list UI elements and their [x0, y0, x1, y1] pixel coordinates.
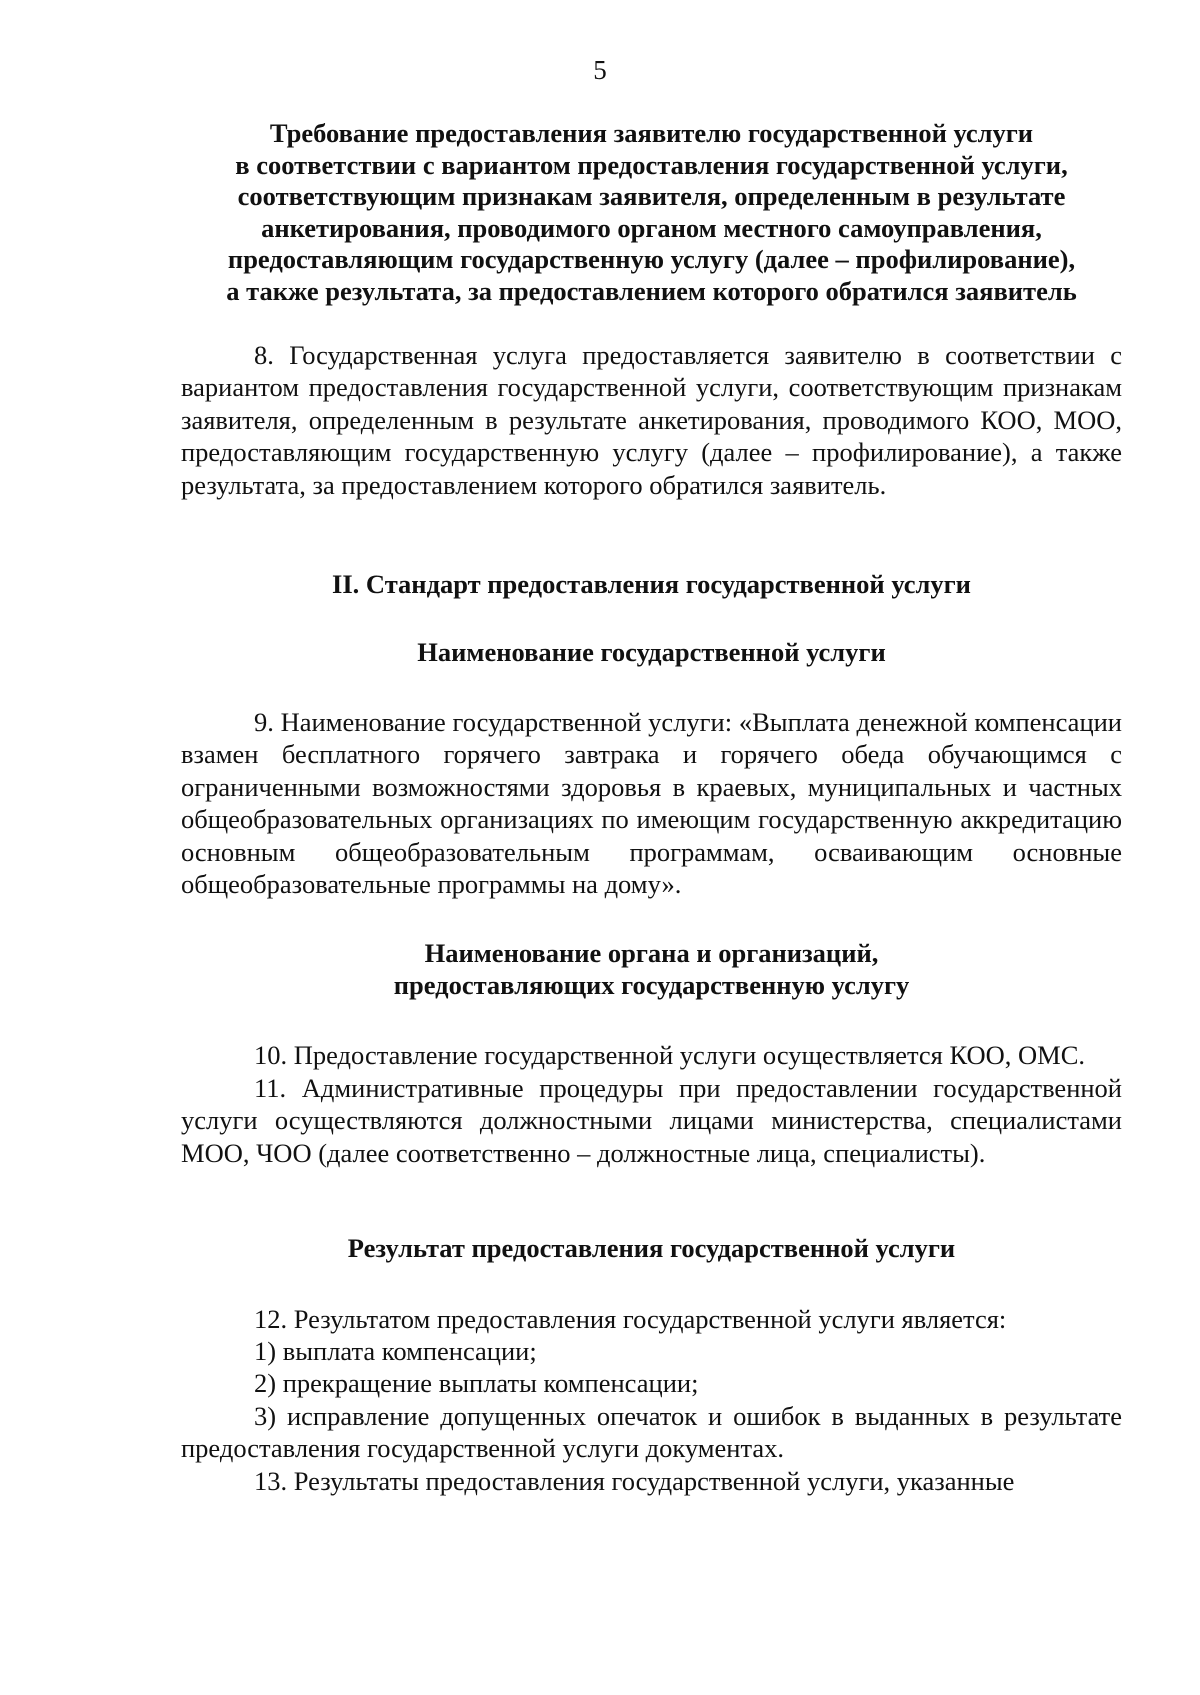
- paragraph-12: 12. Результатом предоставления государственной услуги является:: [254, 1303, 1007, 1334]
- profiling-section-heading: [181, 118, 1122, 307]
- heading-line: в соответствии с вариантом предоставления государственной услуги,: [235, 149, 1068, 180]
- paragraph-10: 10. Предоставление государственной услуги осуществляется КОО, ОМС.: [254, 1040, 1086, 1071]
- service-name-heading: [181, 637, 1122, 669]
- result-heading-text: Результат предоставления государственной услуги: [347, 1233, 956, 1264]
- chapter-heading-text: II. Стандарт предоставления государственной услуги: [332, 569, 971, 600]
- heading-line: Наименование органа и организаций,: [424, 938, 879, 969]
- heading-line: соответствующим признакам заявителя, определенным в результате: [237, 181, 1066, 211]
- chapter-heading: [181, 569, 1122, 601]
- page-number: 5: [593, 55, 607, 85]
- heading-line: а также результата, за предоставлением которого обратился заявитель: [226, 275, 1077, 306]
- heading-line: Требование предоставления заявителю государственной услуги: [269, 118, 1034, 148]
- document-body: [181, 118, 1122, 1497]
- heading-line: анкетирования, проводимого органом местного самоуправления,: [261, 212, 1042, 243]
- result-item-3: 3) исправление допущенных опечаток и ошибок в выданных в результате предоставления государственной услуги документах.: [181, 1400, 1122, 1464]
- paragraph-8: 8. Государственная услуга предоставляется заявителю в соответствии с вариантом предоставления государственной услуги, соответствующим признакам заявителя, определенным в результате анкетирования, проводимого КОО, МОО, предоставляющим государственную услугу (далее – профилирование), а также результата, за предоставлением которого обратился заявитель.: [181, 340, 1122, 500]
- paragraph-13: 13. Результаты предоставления государственной услуги, указанные: [254, 1465, 1015, 1496]
- result-heading: [181, 1233, 1122, 1265]
- result-item-1: 1) выплата компенсации;: [254, 1336, 537, 1366]
- result-item-2: 2) прекращение выплаты компенсации;: [254, 1368, 699, 1399]
- paragraph-11: 11. Административные процедуры при предоставлении государственной услуги осуществляются должностными лицами министерства, специалистами МОО, ЧОО (далее соответственно – должностные лица, специалисты).: [181, 1072, 1122, 1168]
- heading-line: предоставляющим государственную услугу (далее – профилирование),: [227, 244, 1076, 274]
- service-name-heading-text: Наименование государственной услуги: [417, 636, 886, 667]
- bodies-heading: [181, 938, 1122, 1001]
- paragraph-9: 9. Наименование государственной услуги: «Выплата денежной компенсации взамен бесплатного горячего завтрака и горячего обеда обучающимся с ограниченными возможностями здоровья в краевых, муниципальных и частных общеобразовательных организациях по имеющим государственную аккредитацию основным общеобразовательным программам, осваивающим основные общеобразовательные программы на дому».: [181, 707, 1122, 900]
- heading-line: предоставляющих государственную услугу: [393, 969, 910, 1000]
